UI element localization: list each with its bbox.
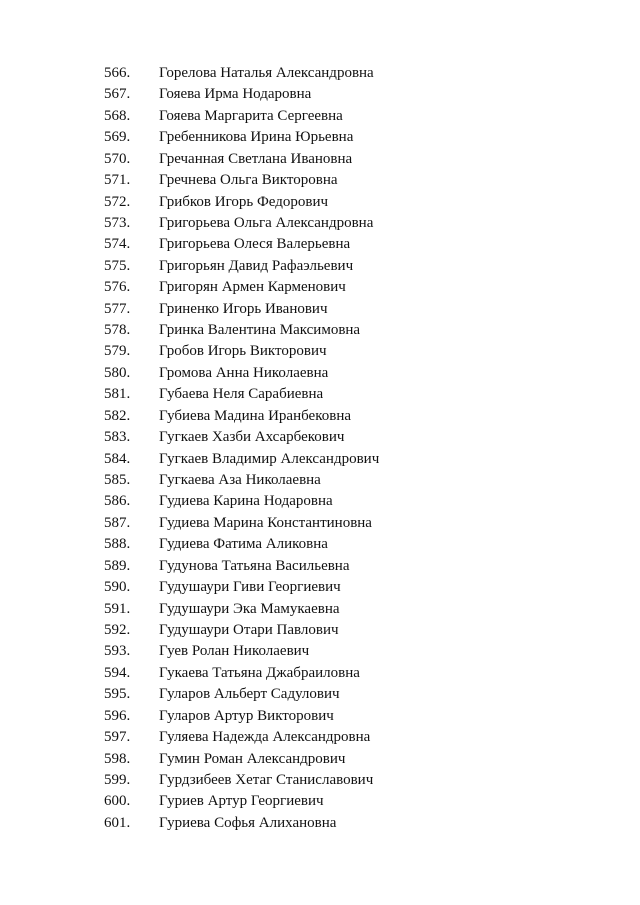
list-item bbox=[0, 213, 640, 234]
list-item bbox=[0, 470, 640, 491]
list-item-number: 575. bbox=[104, 257, 131, 274]
list-item-name: Гринка Валентина Максимовна bbox=[159, 322, 361, 339]
list-item-number: 590. bbox=[104, 579, 131, 596]
list-item-name: Гугкаев Хазби Ахсарбекович bbox=[159, 429, 345, 446]
list-item-number: 599. bbox=[104, 771, 131, 788]
list-item bbox=[0, 813, 640, 834]
list-item bbox=[0, 791, 640, 812]
list-item-number: 596. bbox=[104, 707, 131, 724]
list-item bbox=[0, 363, 640, 384]
list-item bbox=[0, 770, 640, 791]
list-item-number: 572. bbox=[104, 193, 131, 210]
list-item-number: 570. bbox=[104, 150, 131, 167]
list-item-number: 600. bbox=[104, 793, 131, 810]
list-item bbox=[0, 449, 640, 470]
list-item-number: 594. bbox=[104, 664, 131, 681]
list-item-number: 578. bbox=[104, 322, 131, 339]
list-item-name: Губаева Неля Сарабиевна bbox=[159, 386, 324, 403]
list-item bbox=[0, 641, 640, 662]
list-item bbox=[0, 406, 640, 427]
list-item bbox=[0, 749, 640, 770]
list-item-number: 588. bbox=[104, 536, 131, 553]
list-item bbox=[0, 84, 640, 105]
list-item bbox=[0, 513, 640, 534]
list-item-name: Гробов Игорь Викторович bbox=[159, 343, 327, 360]
list-item bbox=[0, 384, 640, 405]
list-item bbox=[0, 63, 640, 84]
list-item bbox=[0, 556, 640, 577]
list-item-name: Гречнева Ольга Викторовна bbox=[159, 172, 338, 189]
list-item bbox=[0, 599, 640, 620]
list-item bbox=[0, 234, 640, 255]
list-item-number: 584. bbox=[104, 450, 131, 467]
list-item-number: 585. bbox=[104, 472, 131, 489]
list-item-name: Гудиева Фатима Аликовна bbox=[159, 536, 328, 553]
list-item-name: Гуев Ролан Николаевич bbox=[159, 643, 310, 660]
list-item-number: 598. bbox=[104, 750, 131, 767]
list-item-number: 582. bbox=[104, 407, 131, 424]
list-item bbox=[0, 491, 640, 512]
list-item bbox=[0, 577, 640, 598]
list-item bbox=[0, 534, 640, 555]
list-item bbox=[0, 256, 640, 277]
list-item-name: Григорьева Олеся Валерьевна bbox=[159, 236, 351, 253]
list-item-name: Гребенникова Ирина Юрьевна bbox=[159, 129, 354, 146]
list-item bbox=[0, 727, 640, 748]
list-item-number: 576. bbox=[104, 279, 131, 296]
list-item-name: Гудушаури Эка Мамукаевна bbox=[159, 600, 340, 617]
list-item-name: Гукаева Татьяна Джабраиловна bbox=[159, 664, 360, 681]
list-item-name: Гуриева Софья Алихановна bbox=[159, 814, 337, 831]
list-item bbox=[0, 106, 640, 127]
list-item bbox=[0, 192, 640, 213]
list-item-name: Гудиева Марина Константиновна bbox=[159, 514, 372, 531]
list-item-number: 581. bbox=[104, 386, 131, 403]
list-item-number: 589. bbox=[104, 557, 131, 574]
list-item-name: Гуларов Артур Викторович bbox=[159, 707, 334, 724]
list-item bbox=[0, 427, 640, 448]
list-item-name: Гуриев Артур Георгиевич bbox=[159, 793, 324, 810]
list-item-name: Гуларов Альберт Садулович bbox=[159, 686, 340, 703]
list-item bbox=[0, 299, 640, 320]
list-item-name: Гояева Ирма Нодаровна bbox=[159, 86, 312, 103]
list-item-number: 568. bbox=[104, 107, 131, 124]
name-list bbox=[0, 63, 640, 834]
list-item-name: Гояева Маргарита Сергеевна bbox=[159, 107, 343, 124]
list-item-name: Громова Анна Николаевна bbox=[159, 364, 329, 381]
list-item-number: 592. bbox=[104, 621, 131, 638]
list-item-number: 601. bbox=[104, 814, 131, 831]
list-item bbox=[0, 341, 640, 362]
list-item-number: 587. bbox=[104, 514, 131, 531]
list-item-name: Гудунова Татьяна Васильевна bbox=[159, 557, 350, 574]
list-item-number: 597. bbox=[104, 729, 131, 746]
list-item-number: 595. bbox=[104, 686, 131, 703]
list-item bbox=[0, 620, 640, 641]
list-item-number: 571. bbox=[104, 172, 131, 189]
list-item-name: Горелова Наталья Александровна bbox=[159, 65, 374, 81]
list-item-number: 573. bbox=[104, 214, 131, 231]
list-item bbox=[0, 149, 640, 170]
list-item-number: 593. bbox=[104, 643, 131, 660]
list-item-name: Гугкаев Владимир Александрович bbox=[159, 450, 380, 467]
list-item bbox=[0, 706, 640, 727]
list-item-name: Григорян Армен Карменович bbox=[159, 279, 346, 296]
list-item-number: 567. bbox=[104, 86, 131, 103]
list-item-name: Гудушаури Отари Павлович bbox=[159, 621, 339, 638]
list-item-number: 591. bbox=[104, 600, 131, 617]
list-item-number: 583. bbox=[104, 429, 131, 446]
list-item-name: Гумин Роман Александрович bbox=[159, 750, 346, 767]
list-item-name: Григорьян Давид Рафаэльевич bbox=[159, 257, 354, 274]
list-item-name: Гриненко Игорь Иванович bbox=[159, 300, 328, 317]
list-item-number: 586. bbox=[104, 493, 131, 510]
list-item-number: 569. bbox=[104, 129, 131, 146]
list-item-name: Григорьева Ольга Александровна bbox=[159, 214, 374, 231]
list-item bbox=[0, 663, 640, 684]
list-item-number: 577. bbox=[104, 300, 131, 317]
list-item-name: Грибков Игорь Федорович bbox=[159, 193, 329, 210]
list-item bbox=[0, 277, 640, 298]
list-item-name: Гурдзибеев Хетаг Станиславович bbox=[159, 771, 374, 788]
list-item bbox=[0, 320, 640, 341]
list-item-name: Гудиева Карина Нодаровна bbox=[159, 493, 333, 510]
list-item-number: 574. bbox=[104, 236, 131, 253]
list-item-name: Гудушаури Гиви Георгиевич bbox=[159, 579, 341, 596]
list-item-name: Губиева Мадина Иранбековна bbox=[159, 407, 352, 424]
list-item bbox=[0, 170, 640, 191]
list-item-number: 579. bbox=[104, 343, 131, 360]
list-item-number: 566. bbox=[104, 65, 131, 81]
list-item-name: Гуляева Надежда Александровна bbox=[159, 729, 371, 746]
list-item bbox=[0, 127, 640, 148]
list-item-number: 580. bbox=[104, 364, 131, 381]
list-item-name: Гугкаева Аза Николаевна bbox=[159, 472, 321, 489]
list-item bbox=[0, 684, 640, 705]
list-item-name: Гречанная Светлана Ивановна bbox=[159, 150, 353, 167]
